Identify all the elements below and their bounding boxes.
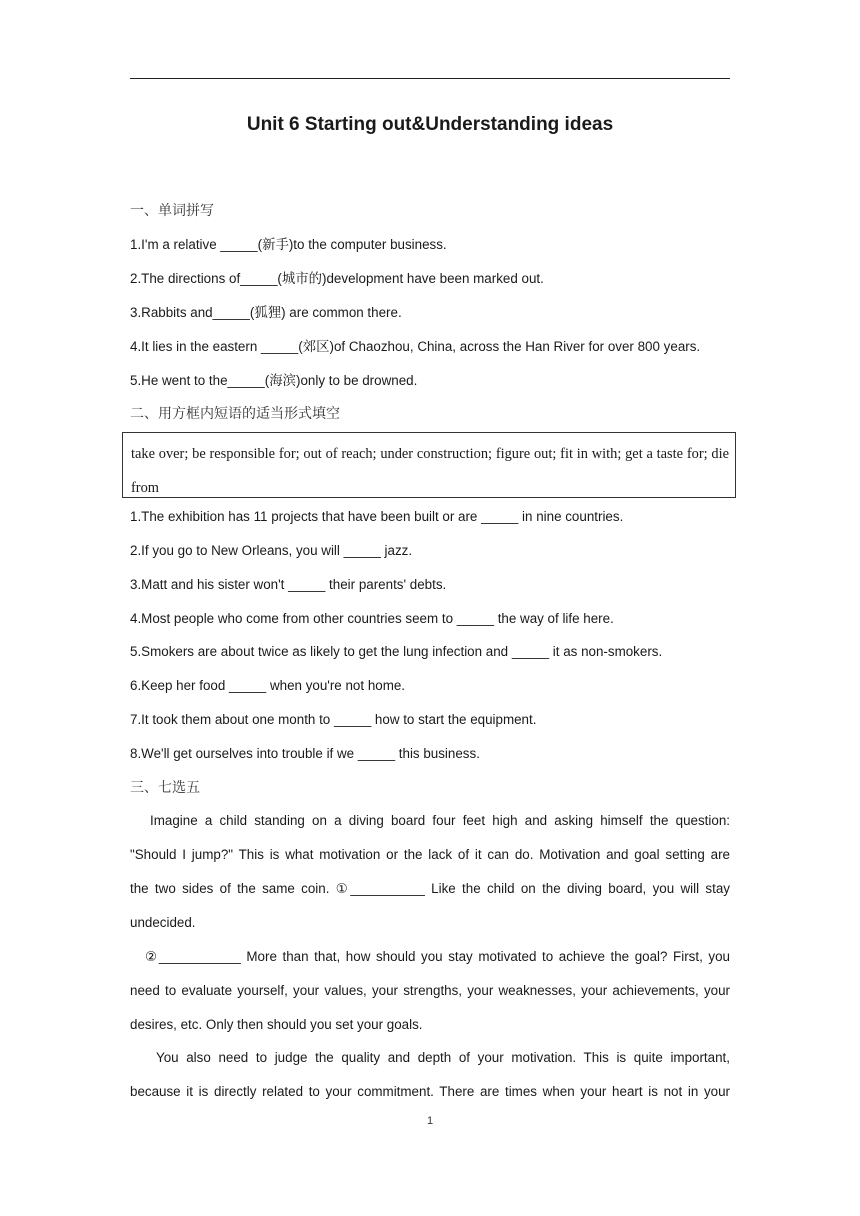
passage-line: undecided. xyxy=(130,915,196,930)
section2-item-7: 7.It took them about one month to _____ how to start the equipment. xyxy=(130,712,537,727)
section2-item-3: 3.Matt and his sister won't _____ their parents' debts. xyxy=(130,577,447,592)
section1-item-1: 1.I'm a relative _____(新手)to the computer business. xyxy=(130,237,447,252)
section1-item-2: 2.The directions of_____(城市的)development have been marked out. xyxy=(130,271,544,286)
page-title: Unit 6 Starting out&Understanding ideas xyxy=(246,114,614,135)
phrase-box-text: take over; be responsible for; out of reach; under construction; figure out; fit in with; get a taste for; die from xyxy=(131,446,729,496)
section2-heading: 二、用方框内短语的适当形式填空 xyxy=(130,406,340,422)
section1-heading: 一、单词拼写 xyxy=(130,203,214,219)
passage-paragraph-3 xyxy=(130,1041,730,1109)
passage-line: ②___________ More than that, how should you stay motivated to achieve the goal? First, you xyxy=(145,949,730,964)
passage-paragraph-2 xyxy=(130,940,730,1042)
section1-item-4: 4.It lies in the eastern _____(郊区)of Chaozhou, China, across the Han River for over 800 years. xyxy=(130,339,701,354)
section2-item-4: 4.Most people who come from other countries seem to _____ the way of life here. xyxy=(130,611,614,626)
passage-line: You also need to judge the quality and depth of your motivation. This is quite important, xyxy=(156,1050,730,1065)
passage-line: the two sides of the same coin. ①__________ Like the child on the diving board, you will stay xyxy=(130,881,730,896)
header-rule xyxy=(130,78,730,79)
passage-line: "Should I jump?" This is what motivation or the lack of it can do. Motivation and goal setting are xyxy=(130,847,730,862)
passage-paragraph-1 xyxy=(130,804,730,940)
section1-item-5: 5.He went to the_____(海滨)only to be drowned. xyxy=(130,373,418,388)
section2-item-6: 6.Keep her food _____ when you're not home. xyxy=(130,678,406,693)
page-number: 1 xyxy=(426,1115,434,1127)
passage-line: desires, etc. Only then should you set your goals. xyxy=(130,1017,423,1032)
section1-item-3: 3.Rabbits and_____(狐狸) are common there. xyxy=(130,305,402,320)
passage-line: Imagine a child standing on a diving board four feet high and asking himself the question: xyxy=(150,813,730,828)
passage-line: because it is directly related to your commitment. There are times when your heart is not in your xyxy=(130,1084,730,1099)
phrase-box xyxy=(122,432,736,498)
section2-item-1: 1.The exhibition has 11 projects that have been built or are _____ in nine countries. xyxy=(130,509,624,524)
section3-heading: 三、七选五 xyxy=(130,780,200,796)
section2-item-2: 2.If you go to New Orleans, you will _____ jazz. xyxy=(130,543,413,558)
section2-item-5: 5.Smokers are about twice as likely to get the lung infection and _____ it as non-smokers. xyxy=(130,644,663,659)
passage-line: need to evaluate yourself, your values, your strengths, your weaknesses, your achievements, your xyxy=(130,983,730,998)
section2-item-8: 8.We'll get ourselves into trouble if we _____ this business. xyxy=(130,746,480,761)
